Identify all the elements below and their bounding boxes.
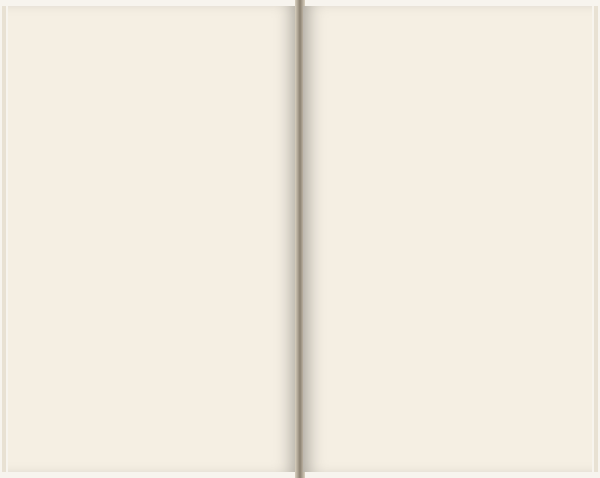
right-page-text <box>317 36 573 436</box>
left-page-edge <box>2 6 6 472</box>
right-page <box>303 6 592 472</box>
left-page-text <box>26 36 284 436</box>
left-page <box>8 6 297 472</box>
right-page-edge <box>594 6 598 472</box>
